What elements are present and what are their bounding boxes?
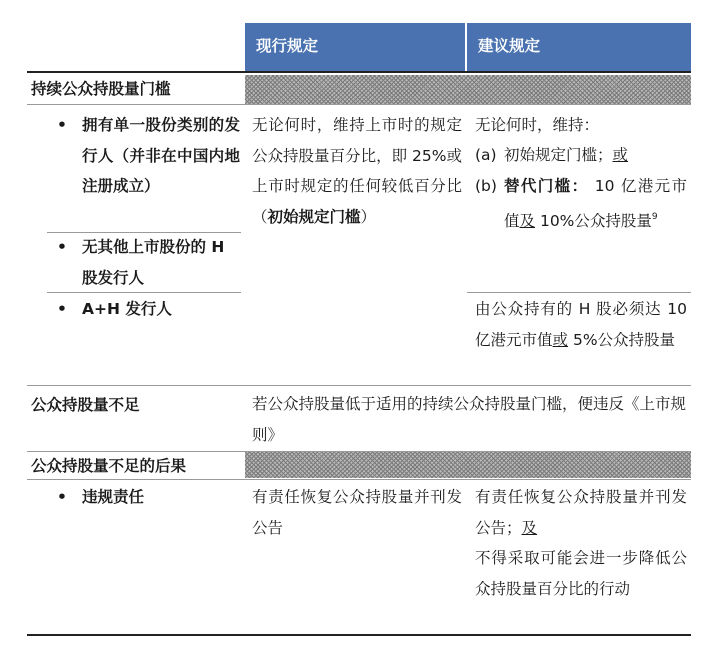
item1-label (82, 110, 240, 202)
section1-title-text: 持续公众持股量门槛 (31, 80, 171, 98)
item1-current-text (252, 110, 462, 232)
item2-rule-proposed (467, 292, 691, 293)
item3-proposed-text2: 5%公众持股量 (568, 330, 676, 349)
section3-title (31, 452, 241, 481)
item3-label (82, 294, 240, 325)
proposed-a-label-text: (a) (475, 146, 497, 164)
proposed-a-text-body: 初始规定门槛； (504, 146, 613, 164)
section2-title (31, 391, 241, 420)
section1-hatch (245, 75, 691, 104)
section2-title-text: 公众持股量不足 (31, 396, 140, 414)
current-text-bold: 初始规定门槛 (267, 207, 361, 226)
bullet-dot: • (57, 488, 67, 506)
item4-label (82, 482, 240, 513)
section1-bottom-rule (27, 385, 691, 386)
section2-text-body: 若公众持股量低于适用的持续公众持股量门槛，便违反《上市规则》 (252, 395, 687, 444)
header-current (245, 23, 465, 71)
proposed-a-text (504, 140, 687, 171)
item3-label-text: A+H 发行人 (82, 300, 172, 318)
item1-proposed-intro (475, 110, 687, 141)
table-bottom-rule (27, 634, 691, 636)
proposed-a-label (475, 140, 497, 171)
proposed-b-text (504, 171, 687, 236)
proposed-b-label (475, 171, 497, 202)
item1-label-text: 拥有单一股份类别的发行人（并非在中国内地注册成立） (82, 116, 240, 195)
footnote-marker: 9 (651, 211, 658, 222)
item4-label-text: 违规责任 (82, 488, 145, 506)
section3-hatch (245, 452, 691, 478)
current-text-end: ） (360, 207, 377, 226)
item3-proposed-text1: 由公众持有的 H 股必须达 10 亿港元市值 (475, 300, 687, 349)
bullet-dot: • (57, 238, 67, 256)
header-proposed-label: 建议规定 (478, 37, 541, 55)
proposed-b-and: 及 (519, 211, 536, 230)
item4-proposed-text2: 不得采取可能会进一步降低公众持股量百分比的行动 (475, 549, 687, 598)
item2-label-text: 无其他上市股份的 H 股发行人 (82, 238, 225, 287)
proposed-intro-text: 无论何时，维持： (475, 116, 600, 134)
proposed-b-label-text: (b) (475, 177, 497, 195)
proposed-b-text1: 10 亿港元市值 (504, 177, 687, 230)
proposed-b-text2: 10%公众持股量 (535, 211, 652, 230)
item2-label (82, 232, 240, 293)
bullet-dot: • (57, 300, 67, 318)
header-bottom-rule (27, 71, 691, 73)
item4-current-body: 有责任恢复公众持股量并刊发公告 (252, 488, 462, 537)
bullet-dot: • (57, 116, 67, 134)
item2-rule (47, 292, 241, 293)
header-current-label: 现行规定 (256, 37, 319, 55)
item4-proposed-and: 及 (521, 518, 538, 537)
proposed-a-or: 或 (612, 146, 629, 164)
item3-proposed-text (475, 294, 687, 355)
section2-text (252, 389, 690, 450)
section3-title-text: 公众持股量不足的后果 (31, 457, 187, 475)
current-text-plain: 无论何时，维持上市时的规定公众持股量百分比，即 25%或上市时规定的任何较低百分比（ (252, 116, 462, 226)
proposed-b-bold: 替代门槛： (504, 177, 589, 195)
section1-title-rule (27, 104, 691, 105)
item4-current-text (252, 482, 462, 543)
section3-title-rule (27, 479, 691, 480)
item4-proposed-text1: 有责任恢复公众持股量并刊发公告； (475, 488, 687, 537)
header-proposed (467, 23, 691, 71)
section1-title (31, 75, 241, 104)
item4-proposed-text (475, 482, 687, 604)
item3-proposed-or: 或 (552, 330, 569, 349)
